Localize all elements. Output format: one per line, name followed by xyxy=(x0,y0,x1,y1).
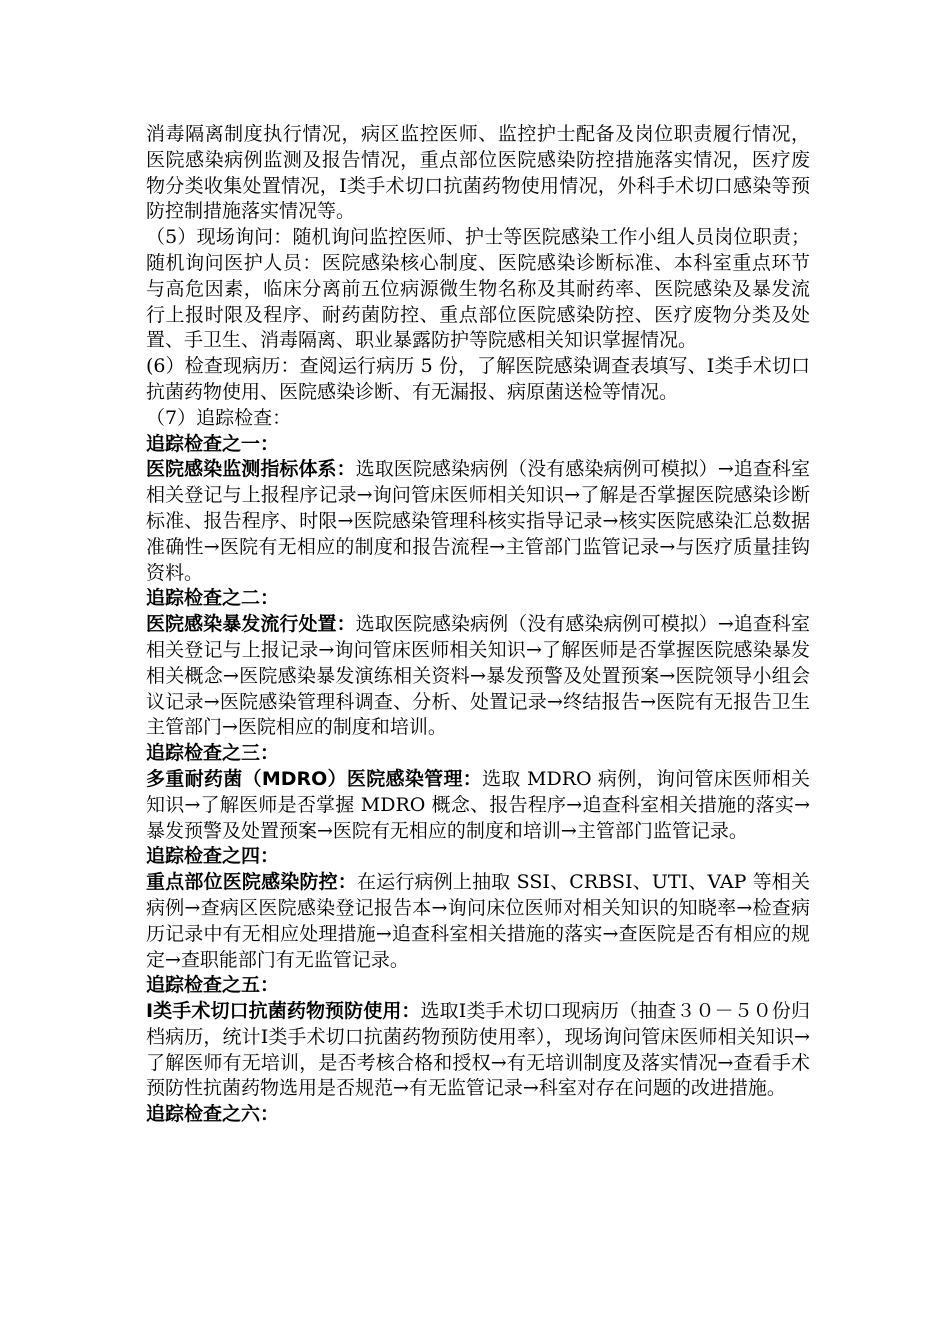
document-body xyxy=(146,122,810,1128)
paragraph-medical-records-check: (6）检查现病历：查阅运行病历 5 份，了解医院感染调查表填写、Ⅰ类手术切口抗菌药物使用、医院感染诊断、有无漏报、病原菌送检等情况。 xyxy=(146,355,810,403)
tracking-lead-2: 医院感染暴发流行处置： xyxy=(146,613,356,636)
tracking-text-5: 选取Ⅰ类手术切口现病历（抽查３０－５０份归档病历，统计Ⅰ类手术切口抗菌药物预防使用率），现场询问管床医师相关知识→了解医师有无培训，是否考核合格和授权→有无培训制度及落实情况→查看手术预防性抗菌药物选用是否规范→有无监管记录→科室对存在问题的改进措施。 xyxy=(146,1000,810,1100)
tracking-body-4 xyxy=(146,870,810,973)
tracking-heading-5: 追踪检查之五： xyxy=(146,974,280,997)
tracking-lead-1: 医院感染监测指标体系： xyxy=(146,458,356,481)
paragraph-onsite-inquiry: （5）现场询问：随机询问监控医师、护士等医院感染工作小组人员岗位职责；随机询问医护人员：医院感染核心制度、医院感染诊断标准、本科室重点环节与高危因素，临床分离前五位病源微生物名称及其耐药率、医院感染及暴发流行上报时限及程序、耐药菌防控、重点部位医院感染防控、医疗废物分类及处置、手卫生、消毒隔离、职业暴露防护等院感相关知识掌握情况。 xyxy=(146,226,810,352)
tracking-lead-5: Ⅰ类手术切口抗菌药物预防使用： xyxy=(146,1000,421,1023)
tracking-body-3 xyxy=(146,767,810,844)
tracking-lead-3: 多重耐药菌（MDRO）医院感染管理： xyxy=(146,767,483,790)
tracking-text-4: 在运行病例上抽取 SSI、CRBSI、UTI、VAP 等相关病例→查病区医院感染登记报告本→询问床位医师对相关知识的知晓率→检查病历记录中有无相应处理措施→追查科室相关措施的落实→查医院是否有相应的规定→查职能部门有无监管记录。 xyxy=(146,871,810,971)
tracking-lead-4: 重点部位医院感染防控： xyxy=(146,871,357,894)
tracking-heading-6: 追踪检查之六： xyxy=(146,1103,280,1126)
tracking-heading-1: 追踪检查之一： xyxy=(146,432,280,455)
tracking-body-1 xyxy=(146,457,810,586)
tracking-text-2: 选取医院感染病例（没有感染病例可模拟）→追查科室相关登记与上报记录→询问管床医师相关知识→了解医师是否掌握医院感染暴发相关概念→医院感染暴发演练相关资料→暴发预警及处置预案→医院领导小组会议记录→医院感染管理科调查、分析、处置记录→终结报告→医院有无报告卫生主管部门→医院相应的制度和培训。 xyxy=(146,613,810,739)
paragraph-tracking-intro: （7）追踪检查： xyxy=(146,406,292,429)
tracking-body-5 xyxy=(146,999,810,1102)
tracking-heading-4: 追踪检查之四： xyxy=(146,845,280,868)
tracking-heading-2: 追踪检查之二： xyxy=(146,587,280,610)
tracking-text-3: 选取 MDRO 病例，询问管床医师相关知识→了解医师是否掌握 MDRO 概念、报告程序→追查科室相关措施的落实→暴发预警及处置预案→医院有无相应的制度和培训→主管部门监管记录。 xyxy=(146,767,810,842)
tracking-text-1: 选取医院感染病例（没有感染病例可模拟）→追查科室相关登记与上报程序记录→询问管床医师相关知识→了解是否掌握医院感染诊断标准、报告程序、时限→医院感染管理科核实指导记录→核实医院感染汇总数据准确性→医院有无相应的制度和报告流程→主管部门监管记录→与医疗质量挂钩资料。 xyxy=(146,458,810,584)
paragraph-disinfection-status: 消毒隔离制度执行情况，病区监控医师、监控护士配备及岗位职责履行情况，医院感染病例监测及报告情况，重点部位医院感染防控措施落实情况，医疗废物分类收集处置情况，Ⅰ类手术切口抗菌药物使用情况，外科手术切口感染等预防控制措施落实情况等。 xyxy=(146,123,810,223)
tracking-body-2 xyxy=(146,612,810,741)
tracking-heading-3: 追踪检查之三： xyxy=(146,742,280,765)
